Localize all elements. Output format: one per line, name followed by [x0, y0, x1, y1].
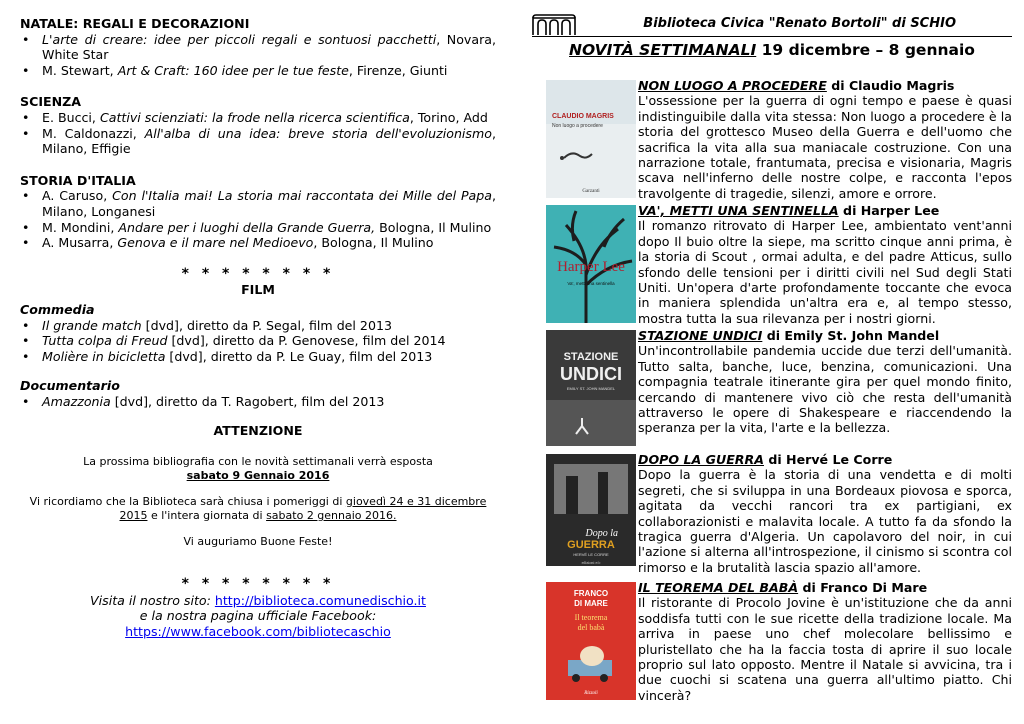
notice-text: La prossima bibliografia con le novità settimanali verrà esposta — [83, 455, 433, 469]
book-cover — [546, 582, 636, 700]
book-title: Art & Craft: 160 idee per le tue feste — [117, 62, 349, 78]
book-author: di Harper Lee — [838, 203, 940, 218]
book-title: VA', METTI UNA SENTINELLA — [638, 203, 839, 218]
book-description — [638, 580, 1012, 703]
documentario-list — [20, 394, 496, 410]
book-summary: L'ossessione per la guerra di ogni tempo e paese è quasi indistinguibile dalla vita stessa: Non luogo a procedere è la storia del grottesco Museo della Guerra e dell'uomo che sacrifica la vita alla sua maniacale costruzione. Con una narrazione totale, frantumata, precisa e visionaria, Magris scava nell'inferno delle nostre colpe, e racconta l'epos travolgente di tragedie, silenzi, amore e orrore. — [638, 93, 1012, 201]
book-title: Genova e il mare nel Medioevo — [117, 235, 314, 251]
book-heading — [638, 78, 954, 93]
website-link[interactable]: http://biblioteca.comunedischio.it — [214, 592, 426, 608]
list-item — [20, 349, 496, 365]
list-item — [20, 220, 496, 236]
novita-dates: 19 dicembre – 8 gennaio — [756, 41, 975, 59]
book-title: STAZIONE UNDICI — [638, 328, 763, 343]
book-cover — [546, 454, 636, 566]
list-item — [20, 333, 496, 349]
book-publisher: , Torino, Add — [409, 109, 488, 125]
list-item — [20, 188, 496, 219]
book-author: di Hervé Le Corre — [763, 452, 893, 467]
book-description — [638, 203, 1012, 326]
book-publisher: , Milano, Longanesi — [42, 188, 497, 219]
book-author: M. Mondini, — [42, 219, 115, 235]
book-cover-image — [546, 80, 636, 198]
book-cover — [546, 205, 636, 323]
visit-site-line — [20, 593, 496, 609]
book-author: di Claudio Magris — [826, 78, 955, 93]
stars-divider: * * * * * * * * — [181, 265, 335, 282]
film-title: Amazzonia — [42, 393, 111, 409]
book-publisher: , Novara, White Star — [42, 31, 496, 63]
facebook-text: e la nostra pagina ufficiale Facebook: — [139, 608, 377, 624]
book-title: L'arte di creare: idee per piccoli regali e sontuosi pacchetti — [42, 31, 437, 47]
list-item — [20, 394, 496, 410]
book-entry-lecorre — [532, 452, 1012, 578]
book-publisher: , Milano, Effigie — [42, 125, 496, 157]
stars-divider-2: * * * * * * * * — [181, 576, 335, 593]
cover-publisher: Rizzoli — [584, 691, 598, 696]
book-author: A. Caruso, — [42, 188, 108, 204]
film-info: [dvd], diretto da P. Le Guay, film del 2013 — [165, 348, 433, 364]
book-heading — [638, 328, 939, 343]
book-title: Andare per i luoghi della Grande Guerra, — [118, 219, 376, 235]
book-entry-magris — [532, 78, 1012, 201]
cover-author: HERVÉ LE CORRE — [573, 552, 609, 557]
film-info: [dvd], diretto da T. Ragobert, film del 2013 — [110, 393, 385, 409]
book-author: M. Stewart, — [42, 62, 114, 78]
left-column — [20, 16, 496, 639]
film-title: Il grande match — [42, 317, 142, 333]
book-heading — [638, 452, 892, 467]
book-heading — [638, 580, 927, 595]
book-title: NON LUOGO A PROCEDERE — [638, 78, 827, 93]
commedia-list — [20, 318, 496, 365]
next-bibliography-notice — [20, 455, 496, 483]
book-title: All'alba di una idea: breve storia dell'evoluzionismo — [144, 125, 492, 141]
right-column — [532, 14, 1012, 703]
bibliography-list-natale — [20, 32, 496, 79]
book-summary: Il ristorante di Procolo Jovine è un'istituzione che da anni soddisfa tutti con le sue ricette della tradizione locale. Ma arriva in paese uno chef molecolare bellissimo e pluristellato che ha la faccia tosta di aprire il suo locale proprio sul lato opposto. Mentre il Natale si avvicina, tra i due cuochi si scatena una guerra all'ultimo piatto. Chi vincerà? — [638, 595, 1012, 703]
cover-author: Harper Lee — [557, 259, 625, 275]
commedia-heading: Commedia — [20, 301, 95, 317]
visit-text: Visita il nostro sito: — [90, 592, 215, 608]
book-description — [638, 78, 1012, 201]
book-summary: Il romanzo ritrovato di Harper Lee, ambientato vent'anni dopo Il buio oltre la siepe, ma scritto cinque anni prima, è la storia di Scout , ormai adulta, e del padre Atticus, sullo sfondo delle tensioni per i diritti civili nel Sud degli Stati Uniti. Un'opera d'arte profondamente toccante che evoca in maniera splendida un'altra era e, al tempo stesso, mostra tutta la sua rilevanza per i nostri giorni. — [638, 218, 1012, 326]
film-title: Molière in bicicletta — [42, 348, 166, 364]
novita-label: NOVITÀ SETTIMANALI — [569, 41, 757, 59]
notice-date: sabato 9 Gennaio 2016 — [186, 469, 330, 483]
book-publisher: , Bologna, Il Mulino — [313, 235, 434, 251]
bibliography-list-storia — [20, 188, 496, 250]
cover-title-1: Dopo la — [585, 528, 618, 539]
book-publisher: , Firenze, Giunti — [348, 62, 448, 78]
list-item — [20, 126, 496, 157]
cover-title-2: del babà — [577, 623, 605, 632]
attenzione-heading: ATTENZIONE — [213, 423, 303, 439]
book-cover-image — [546, 582, 636, 700]
list-item — [20, 318, 496, 334]
book-author: di Franco Di Mare — [798, 580, 928, 595]
cover-author: EMILY ST. JOHN MANDEL — [566, 386, 616, 391]
book-summary: Un'incontrollabile pandemia uccide due terzi dell'umanità. Tutto salta, banche, luce, benzina, comunicazioni. Una compagnia teatrale itinerante gira per quel mondo finito, cercando di mantenere vivo ciò che resta dell'umanità attraverso le opere di Shakespeare e riaccendendo la speranza per la vita, l'arte e la bellezza. — [638, 343, 1012, 436]
book-cover-image — [546, 205, 636, 323]
section-heading-scienza: SCIENZA — [20, 94, 82, 110]
book-author: A. Musarra, — [42, 235, 114, 251]
film-info: [dvd], diretto da P. Segal, film del 2013 — [141, 317, 392, 333]
greetings: Vi auguriamo Buone Feste! — [183, 535, 333, 549]
closure-dates: giovedì 24 e 31 dicembre 2015 — [119, 495, 487, 523]
book-author: di Emily St. John Mandel — [762, 328, 940, 343]
header — [532, 14, 1012, 37]
bibliography-list-scienza — [20, 110, 496, 157]
section-heading-natale: NATALE: REGALI E DECORAZIONI — [20, 16, 250, 31]
notice-text: Vi ricordiamo che la Biblioteca sarà chiusa i pomeriggi di — [29, 495, 346, 509]
documentario-heading: Documentario — [20, 378, 120, 394]
book-description — [638, 328, 1012, 436]
notice-text: e l'intera giornata di — [147, 509, 267, 523]
book-cover-image — [546, 330, 636, 446]
book-publisher: Bologna, Il Mulino — [375, 219, 492, 235]
book-title: IL TEOREMA DEL BABÀ — [638, 580, 799, 595]
book-entry-dimare — [532, 580, 1012, 720]
book-summary: Dopo la guerra è la storia di una vendetta e di molti segreti, che si sviluppa in una Bordeaux piovosa e sporca, agitata da vecchi rancori tra ex partigiani, ex collaborazionisti e malavita locale. A tutto fa da sfondo la tragica guerra d'Algeria. Un capolavoro del noir, in cui l'azione si alterna all'introspezione, il cinismo si scontra col rimorso e la brutalità lascia spazio all'amore. — [638, 467, 1012, 575]
film-heading: FILM — [241, 282, 275, 298]
cover-author-1: FRANCO — [573, 589, 609, 598]
book-title: Cattivi scienziati: la frode nella ricerca scientifica — [99, 109, 410, 125]
cover-title-1: Il teorema — [574, 613, 608, 622]
film-info: [dvd], diretto da P. Genovese, film del 2014 — [167, 333, 446, 349]
closure-date: sabato 2 gennaio 2016. — [266, 509, 397, 523]
book-cover — [546, 330, 636, 446]
cover-publisher: Garzanti — [582, 189, 600, 194]
book-title: Con l'Italia mai! La storia mai raccontata dei Mille del Papa — [112, 188, 492, 204]
book-cover-image — [546, 454, 636, 566]
closure-notice — [20, 495, 496, 523]
cover-title: Non luogo a procedere — [552, 123, 603, 129]
book-title: DOPO LA GUERRA — [638, 452, 764, 467]
novita-title — [532, 41, 1012, 59]
cover-author-2: DI MARE — [574, 599, 608, 608]
film-title: Tutta colpa di Freud — [42, 333, 168, 349]
facebook-link[interactable]: https://www.facebook.com/bibliotecaschio — [125, 623, 391, 639]
list-item — [20, 110, 496, 126]
cover-title-1: STAZIONE — [563, 351, 619, 363]
book-entry-lee — [532, 203, 1012, 325]
cover-title: Va', metti una sentinella — [567, 281, 615, 286]
list-item — [20, 32, 496, 63]
book-author: M. Caldonazzi, — [42, 125, 137, 141]
cover-title-2: UNDICI — [560, 364, 622, 384]
cover-author: CLAUDIO MAGRIS — [552, 113, 614, 120]
library-name: Biblioteca Civica "Renato Bortoli" di SCHIO — [643, 16, 956, 31]
cover-publisher: edizioni e/o — [581, 560, 601, 565]
book-description — [638, 452, 1012, 575]
list-item — [20, 63, 496, 79]
book-entry-mandel — [532, 328, 1012, 452]
cover-title-2: GUERRA — [567, 539, 615, 551]
book-author: E. Bucci, — [42, 109, 96, 125]
book-heading — [638, 203, 939, 218]
section-heading-storia: STORIA D'ITALIA — [20, 172, 136, 188]
facebook-line — [20, 624, 496, 640]
book-cover — [546, 80, 636, 198]
list-item — [20, 235, 496, 251]
